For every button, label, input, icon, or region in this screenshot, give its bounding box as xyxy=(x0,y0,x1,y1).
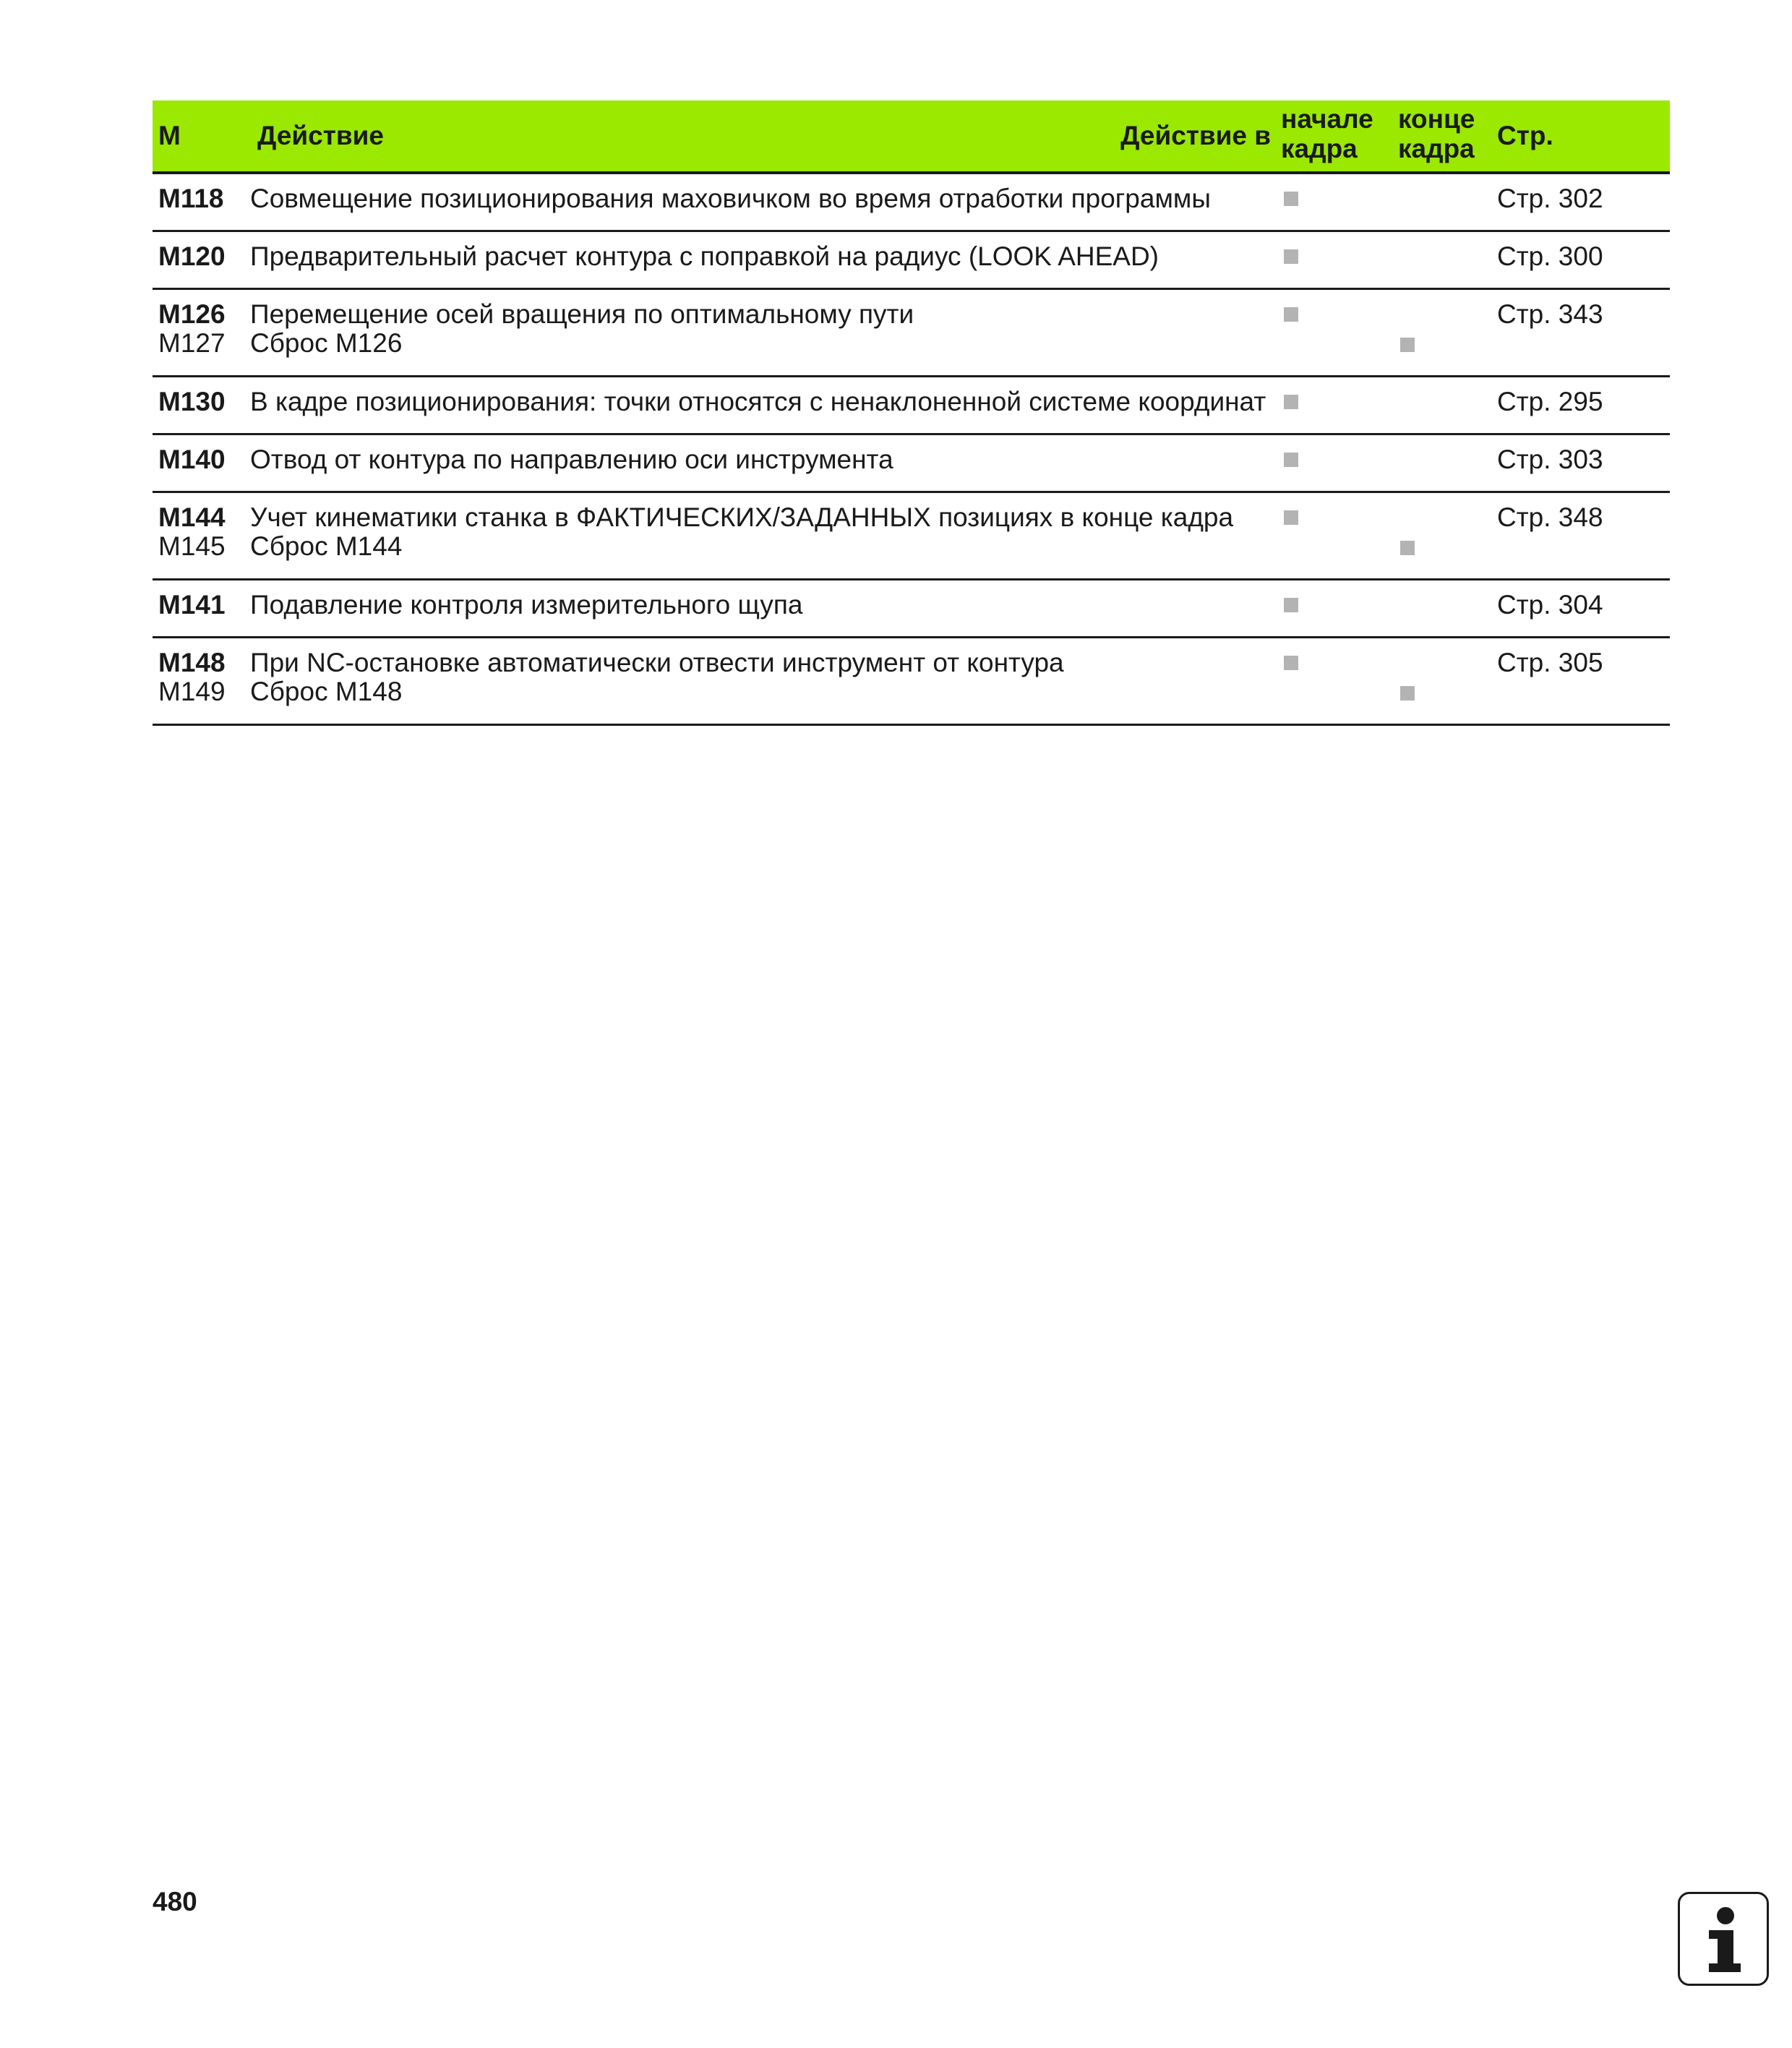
m-description: Подавление контроля измерительного щупа xyxy=(250,590,803,620)
header-action-in: Действие в xyxy=(1120,121,1271,150)
m-description: Перемещение осей вращения по оптимальному пути xyxy=(250,299,914,329)
m-code: M149 xyxy=(158,677,226,706)
header-block-start-line2: кадра xyxy=(1281,134,1358,163)
page-reference: Стр. 295 xyxy=(1497,387,1603,416)
block-end-marker xyxy=(1400,541,1415,555)
m-description: Сброс M148 xyxy=(250,677,403,706)
m-code: M145 xyxy=(158,531,226,561)
m-description: Сброс M126 xyxy=(250,328,403,358)
m-description: Предварительный расчет контура с поправкой на радиус (LOOK AHEAD) xyxy=(250,241,1159,271)
table-row xyxy=(153,174,1670,232)
m-code: M140 xyxy=(158,445,226,474)
m-description: Совмещение позиционирования маховичком во время отработки программы xyxy=(250,184,1211,213)
block-end-marker xyxy=(1400,686,1415,700)
m-code: M144 xyxy=(158,502,226,532)
m-code: M126 xyxy=(158,299,226,329)
page-reference: Стр. 304 xyxy=(1497,590,1603,620)
m-description: Сброс M144 xyxy=(250,531,403,561)
block-end-marker xyxy=(1400,338,1415,352)
block-start-marker xyxy=(1284,395,1298,409)
m-description: Отвод от контура по направлению оси инструмента xyxy=(250,445,893,474)
page-reference: Стр. 343 xyxy=(1497,299,1603,329)
table-body xyxy=(153,174,1670,726)
table-row xyxy=(153,232,1670,290)
page-reference: Стр. 305 xyxy=(1497,648,1603,677)
table-row xyxy=(153,290,1670,377)
header-block-start xyxy=(1281,104,1373,163)
page-number: 480 xyxy=(153,1887,197,1916)
m-code: M130 xyxy=(158,387,226,416)
block-start-marker xyxy=(1284,510,1298,525)
block-start-marker xyxy=(1284,656,1298,670)
block-start-marker xyxy=(1284,307,1298,322)
table-row xyxy=(153,493,1670,580)
page-reference: Стр. 303 xyxy=(1497,445,1603,474)
block-start-marker xyxy=(1284,249,1298,264)
info-icon xyxy=(1678,1892,1769,1986)
page-reference: Стр. 348 xyxy=(1497,502,1603,532)
header-page: Стр. xyxy=(1497,121,1553,150)
m-description: При NC-остановке автоматически отвести инструмент от контура xyxy=(250,648,1064,677)
m-code: M118 xyxy=(158,184,224,213)
table-row xyxy=(153,377,1670,435)
header-action: Действие xyxy=(257,121,384,150)
table-row xyxy=(153,580,1670,638)
block-start-marker xyxy=(1284,192,1298,206)
m-code: M148 xyxy=(158,648,226,677)
block-start-marker xyxy=(1284,453,1298,467)
header-block-start-line1: начале xyxy=(1281,104,1373,134)
header-block-end-line2: кадра xyxy=(1398,134,1475,163)
block-start-marker xyxy=(1284,598,1298,612)
table-header xyxy=(153,100,1670,174)
m-code: M120 xyxy=(158,241,226,271)
table-row xyxy=(153,435,1670,493)
table-row xyxy=(153,638,1670,726)
m-code: M141 xyxy=(158,590,226,620)
header-m: M xyxy=(158,121,181,150)
m-description: Учет кинематики станка в ФАКТИЧЕСКИХ/ЗАДАННЫХ позициях в конце кадра xyxy=(250,502,1234,532)
header-block-end xyxy=(1398,104,1475,163)
m-code: M127 xyxy=(158,328,226,358)
header-block-end-line1: конце xyxy=(1398,104,1475,134)
m-description: В кадре позиционирования: точки относятся с ненаклоненной системе координат xyxy=(250,387,1266,416)
page-reference: Стр. 302 xyxy=(1497,184,1603,213)
m-functions-table xyxy=(153,100,1670,726)
page-reference: Стр. 300 xyxy=(1497,241,1603,271)
